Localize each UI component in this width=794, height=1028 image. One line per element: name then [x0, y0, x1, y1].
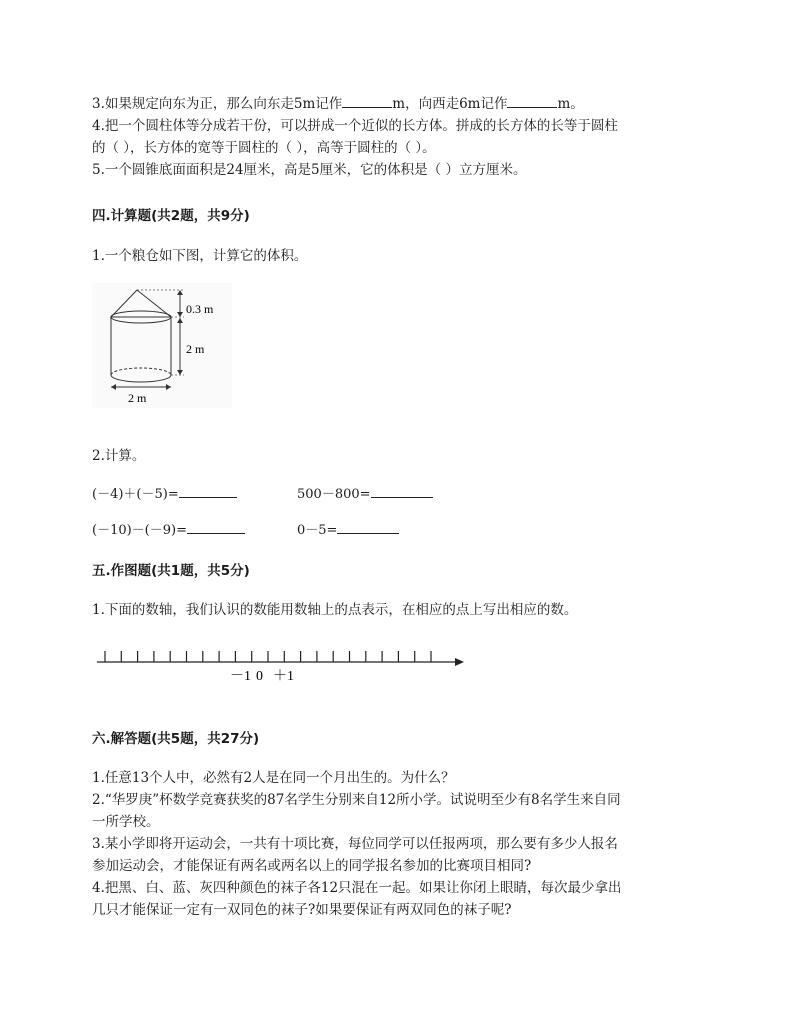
- question-4-1: 1.一个粮仓如下图，计算它的体积。: [92, 248, 308, 264]
- section-heading-6: 六.解答题(共5题，共27分): [92, 731, 260, 747]
- label-neg-one: －1: [230, 669, 251, 684]
- calc-item: [92, 519, 245, 538]
- question-3-5: 5.一个圆锥底面面积是24厘米，高是5厘米，它的体积是（ ）立方厘米。: [92, 162, 527, 178]
- calc-expression: (－4)＋(－5)=: [92, 487, 179, 502]
- arrow-head: [455, 658, 464, 666]
- question-4-2: 2.计算。: [92, 448, 146, 464]
- label-zero: 0: [256, 669, 263, 684]
- answer-blank[interactable]: [179, 483, 237, 498]
- section-heading-4: 四.计算题(共2题，共9分): [92, 208, 250, 224]
- axis-ticks: [105, 651, 431, 662]
- question-6-2-line1: 2.“华罗庚”杯数学竞赛获奖的87名学生分别来自12所小学。试说明至少有8名学生来自同: [92, 792, 621, 808]
- diameter-label: 2 m: [128, 391, 147, 405]
- question-text: m，向西走6m记作: [392, 96, 508, 112]
- question-6-4-line1: 4.把黑、白、蓝、灰四种颜色的袜子各12只混在一起。如果让你闭上眼睛，每次最少拿出: [92, 880, 622, 896]
- answer-blank[interactable]: [342, 93, 392, 108]
- question-6-3-line2: 参加运动会，才能保证有两名或两名以上的同学报名参加的比赛项目相同?: [92, 858, 532, 874]
- answer-blank[interactable]: [187, 519, 245, 534]
- question-6-4-line2: 几只才能保证一定有一双同色的袜子?如果要保证有两双同色的袜子呢?: [92, 902, 512, 918]
- calc-expression: 500－800=: [297, 487, 371, 502]
- calc-item: [92, 483, 237, 502]
- question-6-1: 1.任意13个人中，必然有2人是在同一个月出生的。为什么？: [92, 770, 455, 786]
- answer-blank[interactable]: [507, 93, 557, 108]
- calc-item: [297, 519, 399, 538]
- calc-expression: 0－5=: [297, 523, 338, 538]
- question-6-2-line2: 一所学校。: [92, 814, 160, 830]
- question-3-4-line1: 4.把一个圆柱体等分成若干份，可以拼成一个近似的长方体。拼成的长方体的长等于圆柱: [92, 118, 618, 134]
- label-pos-one: ＋1: [273, 669, 294, 684]
- number-line: [92, 644, 468, 686]
- calc-expression: (－10)－(－9)=: [92, 523, 187, 538]
- answer-blank[interactable]: [371, 483, 433, 498]
- question-3-3: [92, 93, 584, 114]
- question-6-3-line1: 3.某小学即将开运动会，一共有十项比赛，每位同学可以任报两项，那么要有多少人报名: [92, 836, 618, 852]
- body-height-label: 2 m: [186, 342, 205, 356]
- answer-blank[interactable]: [337, 519, 399, 534]
- question-3-4-line2: 的（ ），长方体的宽等于圆柱的（ ），高等于圆柱的（ ）。: [92, 140, 436, 156]
- calc-item: [297, 483, 433, 502]
- question-5-1: 1.下面的数轴，我们认识的数能用数轴上的点表示，在相应的点上写出相应的数。: [92, 602, 578, 618]
- top-height-label: 0.3 m: [186, 302, 214, 316]
- question-text: m。: [557, 96, 584, 112]
- section-heading-5: 五.作图题(共1题，共5分): [92, 563, 250, 579]
- granary-figure: [92, 283, 232, 408]
- question-text: 3.如果规定向东为正，那么向东走5m记作: [92, 96, 343, 112]
